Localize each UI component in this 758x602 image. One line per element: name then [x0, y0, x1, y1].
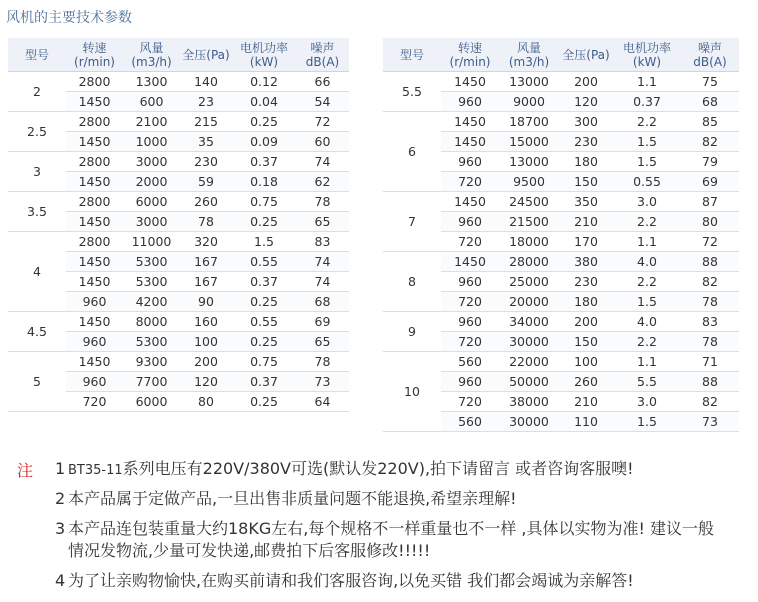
value-cell: 9500	[499, 172, 559, 192]
value-cell: 68	[681, 92, 739, 112]
value-cell: 210	[559, 392, 613, 412]
value-cell: 1450	[66, 172, 123, 192]
value-cell: 69	[681, 172, 739, 192]
value-cell: 2800	[66, 192, 123, 212]
value-cell: 1450	[66, 272, 123, 292]
value-cell: 960	[441, 92, 499, 112]
value-cell: 83	[296, 232, 349, 252]
value-cell: 88	[681, 252, 739, 272]
value-cell: 1450	[441, 72, 499, 92]
value-cell: 1450	[66, 312, 123, 332]
value-cell: 960	[66, 292, 123, 312]
value-cell: 160	[180, 312, 232, 332]
value-cell: 150	[559, 332, 613, 352]
value-cell: 21500	[499, 212, 559, 232]
value-cell: 1.1	[613, 232, 681, 252]
value-cell: 83	[681, 312, 739, 332]
value-cell: 72	[681, 232, 739, 252]
value-cell: 5300	[123, 252, 180, 272]
spec-table-right	[383, 38, 739, 432]
value-cell: 69	[296, 312, 349, 332]
value-cell: 5300	[123, 332, 180, 352]
value-cell: 960	[441, 372, 499, 392]
value-cell: 150	[559, 172, 613, 192]
value-cell: 78	[681, 332, 739, 352]
table-row	[8, 312, 349, 332]
value-cell: 0.37	[232, 152, 296, 172]
value-cell: 1450	[66, 252, 123, 272]
header-noise: 噪声 dB(A)	[681, 38, 739, 72]
spec-table-left	[8, 38, 349, 412]
value-cell: 0.25	[232, 212, 296, 232]
value-cell: 720	[441, 392, 499, 412]
value-cell: 80	[180, 392, 232, 412]
value-cell: 88	[681, 372, 739, 392]
value-cell: 1.5	[613, 412, 681, 432]
value-cell: 230	[180, 152, 232, 172]
value-cell: 30000	[499, 412, 559, 432]
value-cell: 74	[296, 272, 349, 292]
value-cell: 78	[296, 352, 349, 372]
value-cell: 78	[296, 192, 349, 212]
value-cell: 0.04	[232, 92, 296, 112]
value-cell: 8000	[123, 312, 180, 332]
value-cell: 5300	[123, 272, 180, 292]
value-cell: 82	[681, 132, 739, 152]
value-cell: 1.5	[613, 152, 681, 172]
value-cell: 4.0	[613, 252, 681, 272]
value-cell: 64	[296, 392, 349, 412]
value-cell: 2800	[66, 112, 123, 132]
value-cell: 79	[681, 152, 739, 172]
header-noise: 噪声 dB(A)	[296, 38, 349, 72]
value-cell: 167	[180, 272, 232, 292]
table-row	[383, 352, 739, 372]
value-cell: 59	[180, 172, 232, 192]
value-cell: 720	[441, 172, 499, 192]
note-label: 注	[17, 461, 34, 480]
value-cell: 140	[180, 72, 232, 92]
value-cell: 1450	[66, 212, 123, 232]
model-cell: 7	[383, 192, 441, 252]
value-cell: 0.37	[232, 372, 296, 392]
value-cell: 320	[180, 232, 232, 252]
value-cell: 0.12	[232, 72, 296, 92]
value-cell: 0.37	[232, 272, 296, 292]
value-cell: 1450	[441, 132, 499, 152]
value-cell: 0.75	[232, 192, 296, 212]
value-cell: 120	[180, 372, 232, 392]
value-cell: 50000	[499, 372, 559, 392]
value-cell: 110	[559, 412, 613, 432]
value-cell: 720	[441, 332, 499, 352]
value-cell: 20000	[499, 292, 559, 312]
header-model: 型号	[383, 38, 441, 72]
header-flow: 风量 (m3/h)	[499, 38, 559, 72]
value-cell: 80	[681, 212, 739, 232]
value-cell: 2000	[123, 172, 180, 192]
value-cell: 66	[296, 72, 349, 92]
header-flow: 风量 (m3/h)	[123, 38, 180, 72]
value-cell: 0.55	[232, 312, 296, 332]
page-title: 风机的主要技术参数	[6, 10, 132, 26]
model-cell: 4	[8, 232, 66, 312]
value-cell: 28000	[499, 252, 559, 272]
value-cell: 87	[681, 192, 739, 212]
value-cell: 1000	[123, 132, 180, 152]
value-cell: 13000	[499, 152, 559, 172]
value-cell: 260	[180, 192, 232, 212]
value-cell: 0.37	[613, 92, 681, 112]
table-row	[383, 72, 739, 92]
value-cell: 7700	[123, 372, 180, 392]
value-cell: 1.1	[613, 72, 681, 92]
value-cell: 4200	[123, 292, 180, 312]
value-cell: 230	[559, 272, 613, 292]
header-pressure: 全压(Pa)	[559, 38, 613, 72]
value-cell: 1.5	[613, 132, 681, 152]
value-cell: 1.1	[613, 352, 681, 372]
value-cell: 2.2	[613, 212, 681, 232]
value-cell: 600	[123, 92, 180, 112]
model-cell: 6	[383, 112, 441, 192]
value-cell: 90	[180, 292, 232, 312]
value-cell: 2800	[66, 232, 123, 252]
value-cell: 200	[180, 352, 232, 372]
value-cell: 3000	[123, 152, 180, 172]
value-cell: 30000	[499, 332, 559, 352]
value-cell: 200	[559, 72, 613, 92]
value-cell: 960	[441, 272, 499, 292]
value-cell: 6000	[123, 392, 180, 412]
header-row	[8, 38, 349, 72]
value-cell: 1.5	[232, 232, 296, 252]
value-cell: 4.0	[613, 312, 681, 332]
value-cell: 72	[296, 112, 349, 132]
value-cell: 73	[681, 412, 739, 432]
value-cell: 1300	[123, 72, 180, 92]
value-cell: 62	[296, 172, 349, 192]
model-cell: 3.5	[8, 192, 66, 232]
value-cell: 60	[296, 132, 349, 152]
value-cell: 180	[559, 292, 613, 312]
model-cell: 2.5	[8, 112, 66, 152]
header-speed: 转速 (r/min)	[66, 38, 123, 72]
value-cell: 3000	[123, 212, 180, 232]
table-row	[383, 312, 739, 332]
value-cell: 85	[681, 112, 739, 132]
value-cell: 74	[296, 252, 349, 272]
value-cell: 1450	[441, 192, 499, 212]
value-cell: 18000	[499, 232, 559, 252]
table-row	[8, 112, 349, 132]
value-cell: 0.25	[232, 112, 296, 132]
value-cell: 82	[681, 272, 739, 292]
value-cell: 2800	[66, 152, 123, 172]
table-row	[8, 232, 349, 252]
table-row	[383, 192, 739, 212]
value-cell: 167	[180, 252, 232, 272]
value-cell: 9300	[123, 352, 180, 372]
header-speed: 转速 (r/min)	[441, 38, 499, 72]
value-cell: 720	[66, 392, 123, 412]
value-cell: 215	[180, 112, 232, 132]
value-cell: 1450	[66, 352, 123, 372]
value-cell: 1450	[66, 92, 123, 112]
header-power: 电机功率 (kW)	[232, 38, 296, 72]
value-cell: 54	[296, 92, 349, 112]
value-cell: 9000	[499, 92, 559, 112]
value-cell: 260	[559, 372, 613, 392]
value-cell: 13000	[499, 72, 559, 92]
value-cell: 210	[559, 212, 613, 232]
value-cell: 1.5	[613, 292, 681, 312]
value-cell: 2.2	[613, 272, 681, 292]
value-cell: 960	[66, 332, 123, 352]
value-cell: 230	[559, 132, 613, 152]
value-cell: 2.2	[613, 332, 681, 352]
value-cell: 75	[681, 72, 739, 92]
value-cell: 3.0	[613, 392, 681, 412]
value-cell: 1450	[441, 112, 499, 132]
value-cell: 22000	[499, 352, 559, 372]
value-cell: 0.18	[232, 172, 296, 192]
value-cell: 68	[296, 292, 349, 312]
header-row	[383, 38, 739, 72]
value-cell: 78	[180, 212, 232, 232]
value-cell: 78	[681, 292, 739, 312]
value-cell: 0.55	[232, 252, 296, 272]
table-row	[383, 112, 739, 132]
value-cell: 5.5	[613, 372, 681, 392]
value-cell: 25000	[499, 272, 559, 292]
value-cell: 0.25	[232, 292, 296, 312]
value-cell: 2100	[123, 112, 180, 132]
table-row	[383, 252, 739, 272]
value-cell: 0.25	[232, 332, 296, 352]
value-cell: 180	[559, 152, 613, 172]
model-cell: 5	[8, 352, 66, 412]
value-cell: 2800	[66, 72, 123, 92]
model-cell: 2	[8, 72, 66, 112]
value-cell: 11000	[123, 232, 180, 252]
value-cell: 71	[681, 352, 739, 372]
value-cell: 960	[441, 312, 499, 332]
model-cell: 3	[8, 152, 66, 192]
model-cell: 4.5	[8, 312, 66, 352]
value-cell: 960	[66, 372, 123, 392]
value-cell: 120	[559, 92, 613, 112]
value-cell: 6000	[123, 192, 180, 212]
value-cell: 1450	[441, 252, 499, 272]
value-cell: 380	[559, 252, 613, 272]
value-cell: 0.25	[232, 392, 296, 412]
value-cell: 200	[559, 312, 613, 332]
model-cell: 8	[383, 252, 441, 312]
value-cell: 960	[441, 212, 499, 232]
value-cell: 15000	[499, 132, 559, 152]
value-cell: 73	[296, 372, 349, 392]
value-cell: 560	[441, 412, 499, 432]
header-pressure: 全压(Pa)	[180, 38, 232, 72]
model-cell: 10	[383, 352, 441, 432]
value-cell: 0.09	[232, 132, 296, 152]
value-cell: 0.75	[232, 352, 296, 372]
value-cell: 300	[559, 112, 613, 132]
value-cell: 23	[180, 92, 232, 112]
value-cell: 1450	[66, 132, 123, 152]
value-cell: 18700	[499, 112, 559, 132]
value-cell: 170	[559, 232, 613, 252]
value-cell: 960	[441, 152, 499, 172]
value-cell: 720	[441, 232, 499, 252]
value-cell: 3.0	[613, 192, 681, 212]
value-cell: 82	[681, 392, 739, 412]
header-model: 型号	[8, 38, 66, 72]
model-cell: 9	[383, 312, 441, 352]
value-cell: 2.2	[613, 112, 681, 132]
value-cell: 720	[441, 292, 499, 312]
value-cell: 35	[180, 132, 232, 152]
value-cell: 100	[180, 332, 232, 352]
value-cell: 100	[559, 352, 613, 372]
value-cell: 350	[559, 192, 613, 212]
table-row	[8, 192, 349, 212]
value-cell: 0.55	[613, 172, 681, 192]
model-cell: 5.5	[383, 72, 441, 112]
value-cell: 34000	[499, 312, 559, 332]
value-cell: 74	[296, 152, 349, 172]
header-power: 电机功率 (kW)	[613, 38, 681, 72]
value-cell: 24500	[499, 192, 559, 212]
table-row	[8, 352, 349, 372]
value-cell: 65	[296, 332, 349, 352]
table-row	[8, 152, 349, 172]
value-cell: 560	[441, 352, 499, 372]
value-cell: 38000	[499, 392, 559, 412]
table-row	[8, 72, 349, 92]
value-cell: 65	[296, 212, 349, 232]
